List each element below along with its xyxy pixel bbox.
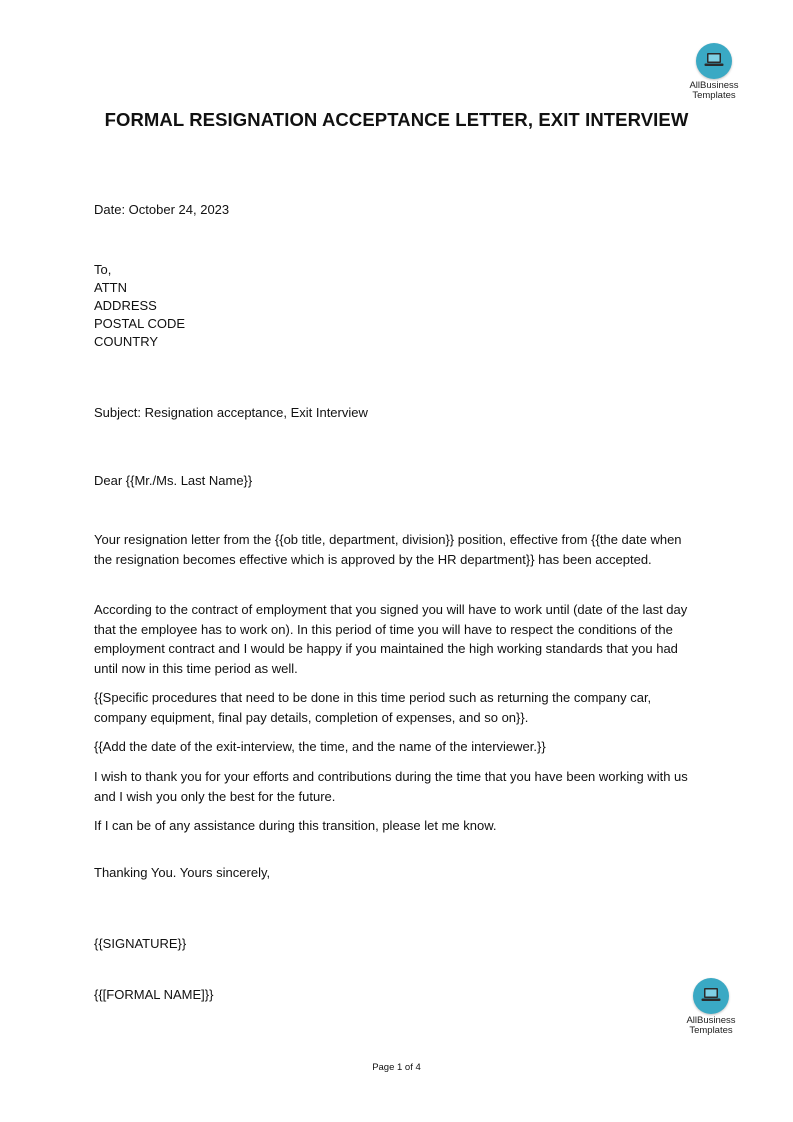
body-paragraph	[94, 767, 700, 806]
logo-top	[679, 43, 749, 101]
address-line: ADDRESS	[94, 298, 157, 313]
body-paragraph	[94, 816, 700, 836]
logo-line1: AllBusiness	[686, 1015, 736, 1026]
logo-line2: Templates	[692, 90, 736, 101]
paragraph-text: Your resignation letter from the {{ob title, department, division}} position, effective from {{the date when the resignation becomes effective which is approved by the HR department}} has been accepted.	[94, 532, 682, 567]
address-line: ATTN	[94, 280, 127, 295]
paragraph-text: {{Specific procedures that need to be done in this time period such as returning the company car, company equipment, final pay details, completion of expenses, and so on}}.	[94, 690, 652, 725]
letter-closing: Thanking You. Yours sincerely,	[94, 865, 271, 880]
laptop-icon	[693, 978, 729, 1014]
formal-name-placeholder: {{[FORMAL NAME]}}	[94, 987, 214, 1002]
body-paragraph	[94, 737, 700, 757]
address-line: POSTAL CODE	[94, 316, 186, 331]
letter-subject: Subject: Resignation acceptance, Exit Interview	[94, 405, 368, 420]
paragraph-text: According to the contract of employment that you signed you will have to work until (date of the last day that the employee has to work on). In this period of time you will have to respect the conditions of the employment contract and I would be happy if you maintained the high working standards that you had until now in this time period as well.	[94, 602, 688, 676]
paragraph-text: {{Add the date of the exit-interview, the time, and the name of the interviewer.}}	[94, 739, 546, 754]
body-paragraph	[94, 530, 700, 569]
paragraph-text: If I can be of any assistance during this transition, please let me know.	[94, 818, 497, 833]
body-paragraph	[94, 600, 700, 678]
logo-text	[676, 1016, 746, 1036]
address-line: COUNTRY	[94, 334, 159, 349]
logo-bottom	[676, 978, 746, 1036]
signature-placeholder: {{SIGNATURE}}	[94, 936, 187, 951]
page-number: Page 1 of 4	[372, 1062, 421, 1073]
paragraph-text: I wish to thank you for your efforts and contributions during the time that you have been working with us and I wish you only the best for the future.	[94, 769, 688, 804]
document-title: FORMAL RESIGNATION ACCEPTANCE LETTER, EXIT INTERVIEW	[104, 109, 689, 130]
logo-text	[679, 81, 749, 101]
laptop-icon	[696, 43, 732, 79]
logo-line1: AllBusiness	[689, 80, 739, 91]
address-line: To,	[94, 262, 112, 277]
address-block	[94, 261, 185, 351]
letter-date: Date: October 24, 2023	[94, 202, 230, 217]
body-paragraph	[94, 688, 700, 727]
logo-line2: Templates	[689, 1025, 733, 1036]
letter-salutation: Dear {{Mr./Ms. Last Name}}	[94, 473, 253, 488]
